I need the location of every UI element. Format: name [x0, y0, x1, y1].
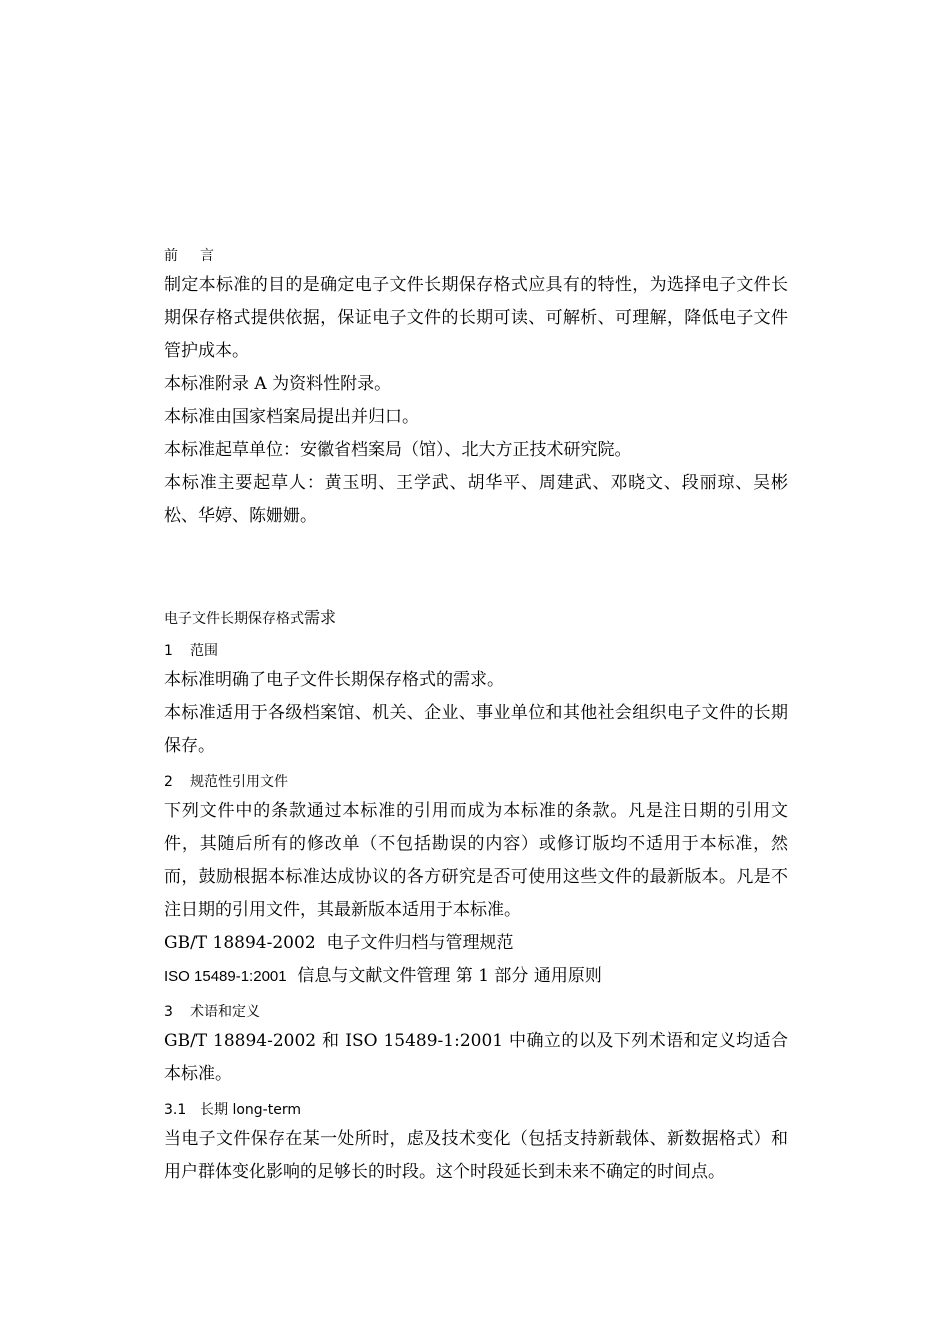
clause-1-number: 1: [164, 643, 173, 659]
clause-1-title: 范围: [190, 643, 218, 659]
preface-paragraph-2: 本标准附录 A 为资料性附录。: [164, 374, 392, 394]
clause-2-title: 规范性引用文件: [190, 774, 288, 790]
clause-3-1-title: 长期 long-term: [200, 1102, 301, 1118]
clause-3-title: 术语和定义: [190, 1004, 260, 1020]
section-gap: [164, 533, 788, 595]
clause-1-heading: [164, 638, 788, 664]
clause-1-paragraph-1: 本标准明确了电子文件长期保存格式的需求。: [164, 670, 504, 690]
reference-2: [164, 960, 788, 993]
preface-title: 前言: [164, 248, 236, 264]
preface-paragraph-3: 本标准由国家档案局提出并归口。: [164, 407, 419, 427]
clause-3-1-number: 3.1: [164, 1102, 187, 1118]
clause-3-1-heading: [164, 1097, 788, 1123]
clause-3-paragraph-1: GB/T 18894-2002 和 ISO 15489-1:2001 中确立的以及下列术语和定义均适合本标准。: [164, 1031, 788, 1084]
preface-paragraph-1: 制定本标准的目的是确定电子文件长期保存格式应具有的特性，为选择电子文件长期保存格式提供依据，保证电子文件的长期可读、可解析、可理解，降低电子文件管护成本。: [164, 275, 788, 361]
reference-2-title: 信息与文献文件管理 第 1 部分 通用原则: [297, 966, 602, 986]
reference-1-code: GB/T 18894-2002: [164, 933, 316, 953]
reference-1: [164, 927, 788, 960]
clause-3-heading: [164, 999, 788, 1025]
preface-paragraph-5: 本标准主要起草人：黄玉明、王学武、胡华平、周建武、邓晓文、段丽琼、吴彬松、华婷、陈姗姗。: [164, 473, 788, 526]
reference-1-title: 电子文件归档与管理规范: [326, 933, 514, 953]
clause-3-1-paragraph-1: 当电子文件保存在某一处所时，虑及技术变化（包括支持新载体、新数据格式）和用户群体变化影响的足够长的时段。这个时段延长到未来不确定的时间点。: [164, 1129, 788, 1182]
clause-3-number: 3: [164, 1004, 173, 1020]
clause-2-heading: [164, 769, 788, 795]
reference-2-code: ISO 15489-1:2001: [164, 968, 287, 985]
document-page: [164, 243, 788, 1189]
preface-paragraph-4: 本标准起草单位：安徽省档案局（馆）、北大方正技术研究院。: [164, 440, 632, 460]
clause-2-number: 2: [164, 774, 173, 790]
standard-title: [164, 605, 788, 632]
clause-1-paragraph-2: 本标准适用于各级档案馆、机关、企业、事业单位和其他社会组织电子文件的长期保存。: [164, 703, 788, 756]
standard-title-tail: 需求: [304, 608, 337, 627]
standard-title-main: 电子文件长期保存格式: [164, 611, 304, 627]
clause-2-paragraph-1: 下列文件中的条款通过本标准的引用而成为本标准的条款。凡是注日期的引用文件，其随后所有的修改单（不包括勘误的内容）或修订版均不适用于本标准，然而，鼓励根据本标准达成协议的各方研究是否可使用这些文件的最新版本。凡是不注日期的引用文件，其最新版本适用于本标准。: [164, 801, 788, 920]
